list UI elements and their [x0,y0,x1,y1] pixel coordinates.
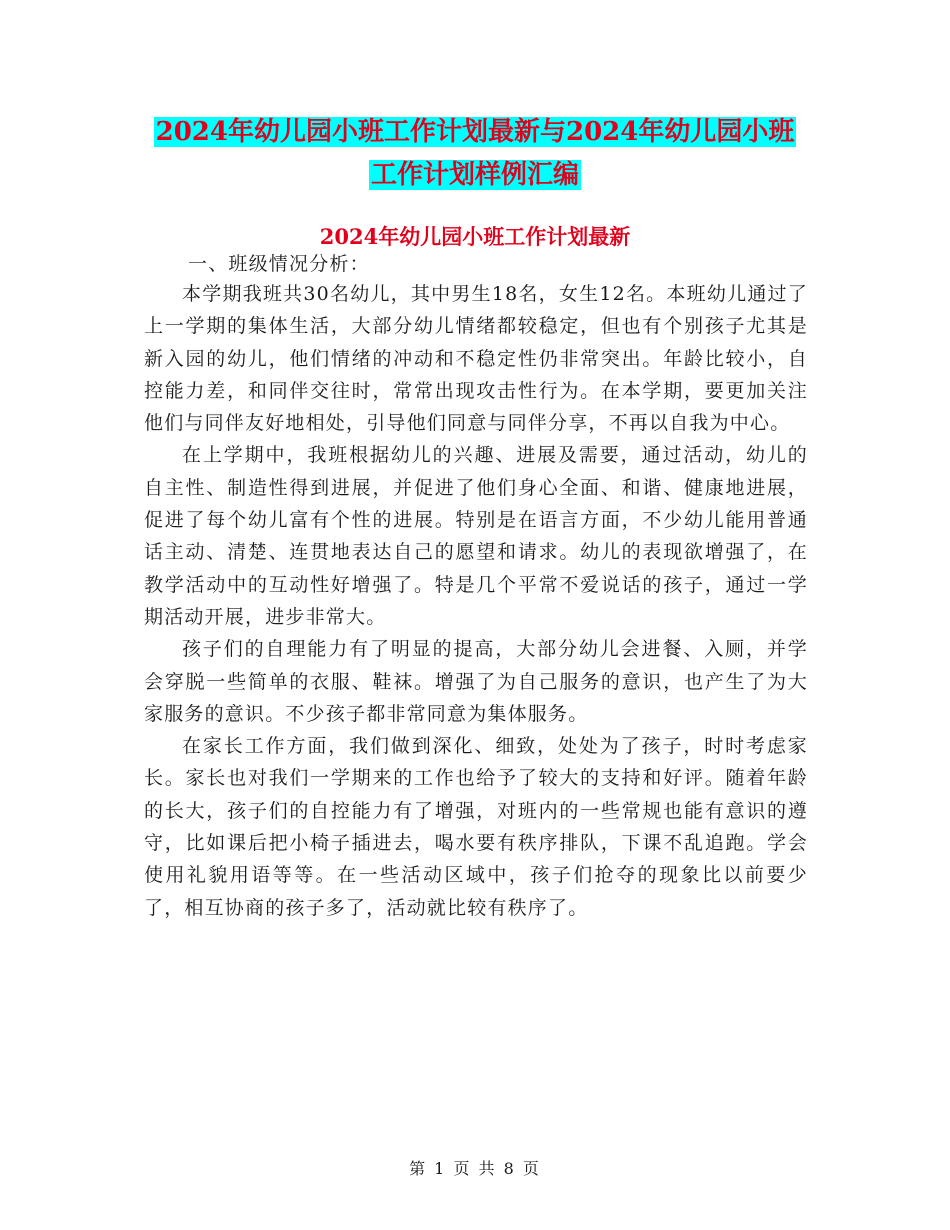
paragraph-4: 在家长工作方面，我们做到深化、细致，处处为了孩子，时时考虑家长。家长也对我们一学期来的工作也给予了较大的支持和好评。随着年龄的长大，孩子们的自控能力有了增强，对班内的一些常规也能有意识的遵守，比如课后把小椅子插进去，喝水要有秩序排队，下课不乱追跑。学会使用礼貌用语等等。在一些活动区域中，孩子们抢夺的现象比以前要少了，相互协商的孩子多了，活动就比较有秩序了。 [144,735,808,919]
page-footer: 第 1 页 共 8 页 [409,1159,541,1178]
body-text [144,278,808,924]
paragraph-3: 孩子们的自理能力有了明显的提高，大部分幼儿会进餐、入厕，并学会穿脱一些简单的衣服、鞋袜。增强了为自己服务的意识，也产生了为大家服务的意识。不少孩子都非常同意为集体服务。 [144,638,808,725]
title-highlight-2: 工作计划样例汇编 [370,160,579,190]
document-title-line-1 [0,110,950,154]
paragraph-2: 在上学期中，我班根据幼儿的兴趣、进展及需要，通过活动，幼儿的自主性、制造性得到进展，并促进了他们身心全面、和谐、健康地进展，促进了每个幼儿富有个性的进展。特别是在语言方面，不少幼儿能用普通话主动、清楚、连贯地表达自己的愿望和请求。幼儿的表现欲增强了，在教学活动中的互动性好增强了。特是几个平常不爱说话的孩子，通过一学期活动开展，进步非常大。 [144,444,808,628]
document-title-line-2 [0,153,950,197]
title-highlight-1: 2024年幼儿园小班工作计划最新与2024年幼儿园小班 [155,117,795,147]
section-heading-class-analysis: 一、班级情况分析： [188,253,370,275]
paragraph-1: 本学期我班共30名幼儿，其中男生18名，女生12名。本班幼儿通过了上一学期的集体生活，大部分幼儿情绪都较稳定，但也有个别孩子尤其是新入园的幼儿，他们情绪的冲动和不稳定性仍非常突出。年龄比较小，自控能力差，和同伴交往时，常常出现攻击性行为。在本学期，要更加关注他们与同伴友好地相处，引导他们同意与同伴分享，不再以自我为中心。 [144,283,808,435]
section-title: 2024年幼儿园小班工作计划最新 [319,224,631,249]
